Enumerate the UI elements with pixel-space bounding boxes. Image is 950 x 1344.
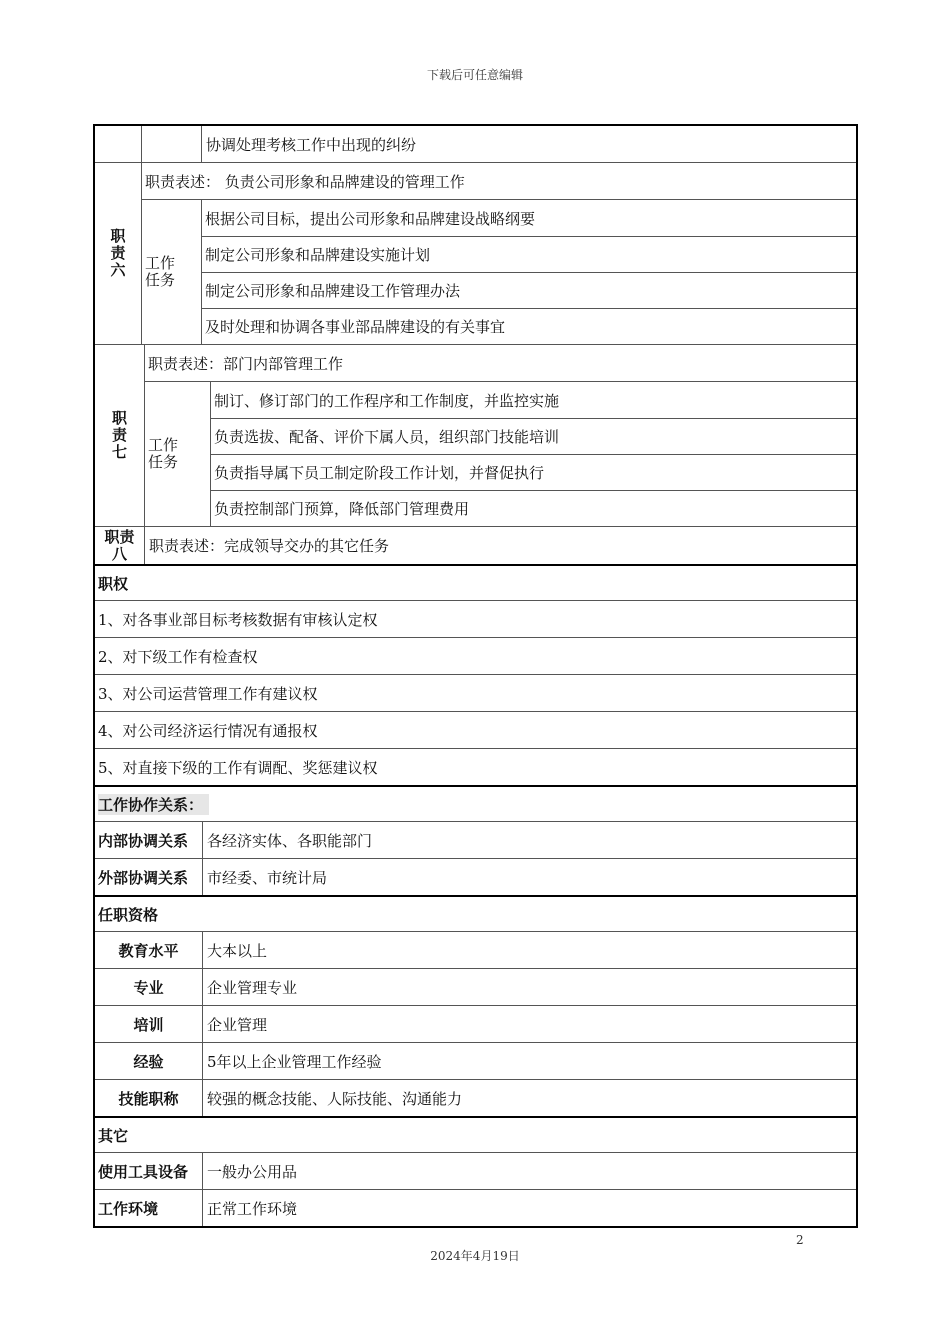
other-value: 一般办公用品 — [207, 1162, 298, 1181]
qualification-label: 专业 — [95, 969, 203, 1005]
cooperation-title: 工作协作关系： — [98, 794, 209, 815]
duty-six-task: 及时处理和协调各事业部品牌建设的有关事宜 — [202, 308, 856, 344]
authority-item: 5、对直接下级的工作有调配、奖惩建议权 — [95, 748, 856, 785]
duty-six-label: 职 责 六 — [95, 163, 142, 344]
duties-section — [93, 124, 858, 564]
qualification-row — [95, 1079, 856, 1116]
other-row — [95, 1189, 856, 1226]
authority-item: 3、对公司运营管理工作有建议权 — [95, 674, 856, 711]
duty-eight-statement: 职责表述：完成领导交办的其它任务 — [149, 537, 390, 555]
qualifications-section — [93, 895, 858, 1116]
qualification-value: 大本以上 — [207, 941, 268, 960]
qualification-value: 企业管理专业 — [207, 978, 298, 997]
duty-six-task: 根据公司目标，提出公司形象和品牌建设战略纲要 — [205, 209, 536, 228]
other-section — [93, 1116, 858, 1228]
authority-item: 1、对各事业部目标考核数据有审核认定权 — [95, 600, 856, 637]
authority-item: 2、对下级工作有检查权 — [95, 637, 856, 674]
cooperation-label: 外部协调关系 — [95, 859, 203, 895]
qualification-label: 经验 — [95, 1043, 203, 1079]
page-header: 下载后可任意编辑 — [426, 68, 523, 82]
qualification-value: 较强的概念技能、人际技能、沟通能力 — [207, 1089, 463, 1108]
top-row-text: 协调处理考核工作中出现的纠纷 — [206, 135, 417, 154]
cooperation-section — [93, 785, 858, 895]
qualification-label: 技能职称 — [95, 1080, 203, 1116]
duty-seven-task: 负责控制部门预算，降低部门管理费用 — [211, 490, 856, 526]
duty-six-task-label: 工作 任务 — [142, 200, 202, 344]
duty-eight-label: 职责 八 — [95, 527, 145, 564]
duty-seven-statement: 职责表述：部门内部管理工作 — [148, 354, 344, 373]
other-row — [95, 1152, 856, 1189]
authority-title: 职权 — [98, 574, 129, 593]
qualification-row — [95, 931, 856, 968]
top-row — [95, 126, 856, 162]
other-value: 正常工作环境 — [207, 1199, 298, 1218]
qualification-value: 5年以上企业管理工作经验 — [207, 1052, 382, 1071]
duty-seven-task-label: 工作 任务 — [145, 382, 211, 526]
qualification-row — [95, 1005, 856, 1042]
cooperation-value: 市经委、市统计局 — [207, 868, 328, 887]
duty-seven-task: 负责选拔、配备、评价下属人员，组织部门技能培训 — [211, 418, 856, 454]
duty-six-block — [95, 162, 856, 344]
duty-seven-task: 负责指导属下员工制定阶段工作计划，并督促执行 — [211, 454, 856, 490]
other-label: 使用工具设备 — [95, 1153, 203, 1189]
page-date: 2024年4月19日 — [430, 1249, 520, 1263]
duty-seven-task: 制订、修订部门的工作程序和工作制度，并监控实施 — [214, 391, 560, 410]
authority-section — [93, 564, 858, 785]
other-title: 其它 — [98, 1126, 129, 1145]
cooperation-value: 各经济实体、各职能部门 — [207, 831, 373, 850]
other-label: 工作环境 — [95, 1190, 203, 1226]
qualification-label: 教育水平 — [95, 932, 203, 968]
duty-seven-label: 职 责 七 — [95, 345, 145, 526]
duty-six-task: 制定公司形象和品牌建设实施计划 — [202, 236, 856, 272]
duty-six-statement: 职责表述： 负责公司形象和品牌建设的管理工作 — [145, 172, 465, 191]
authority-item: 4、对公司经济运行情况有通报权 — [95, 711, 856, 748]
cooperation-row — [95, 858, 856, 895]
job-description-table — [93, 124, 858, 1228]
duty-eight-block — [95, 526, 856, 564]
qualification-row — [95, 1042, 856, 1079]
cooperation-row — [95, 821, 856, 858]
duty-seven-block — [95, 344, 856, 526]
duty-six-task: 制定公司形象和品牌建设工作管理办法 — [202, 272, 856, 308]
qualifications-title: 任职资格 — [98, 905, 159, 924]
qualification-row — [95, 968, 856, 1005]
qualification-value: 企业管理 — [207, 1015, 268, 1034]
page-number: 2 — [796, 1233, 804, 1247]
cooperation-label: 内部协调关系 — [95, 822, 203, 858]
qualification-label: 培训 — [95, 1006, 203, 1042]
